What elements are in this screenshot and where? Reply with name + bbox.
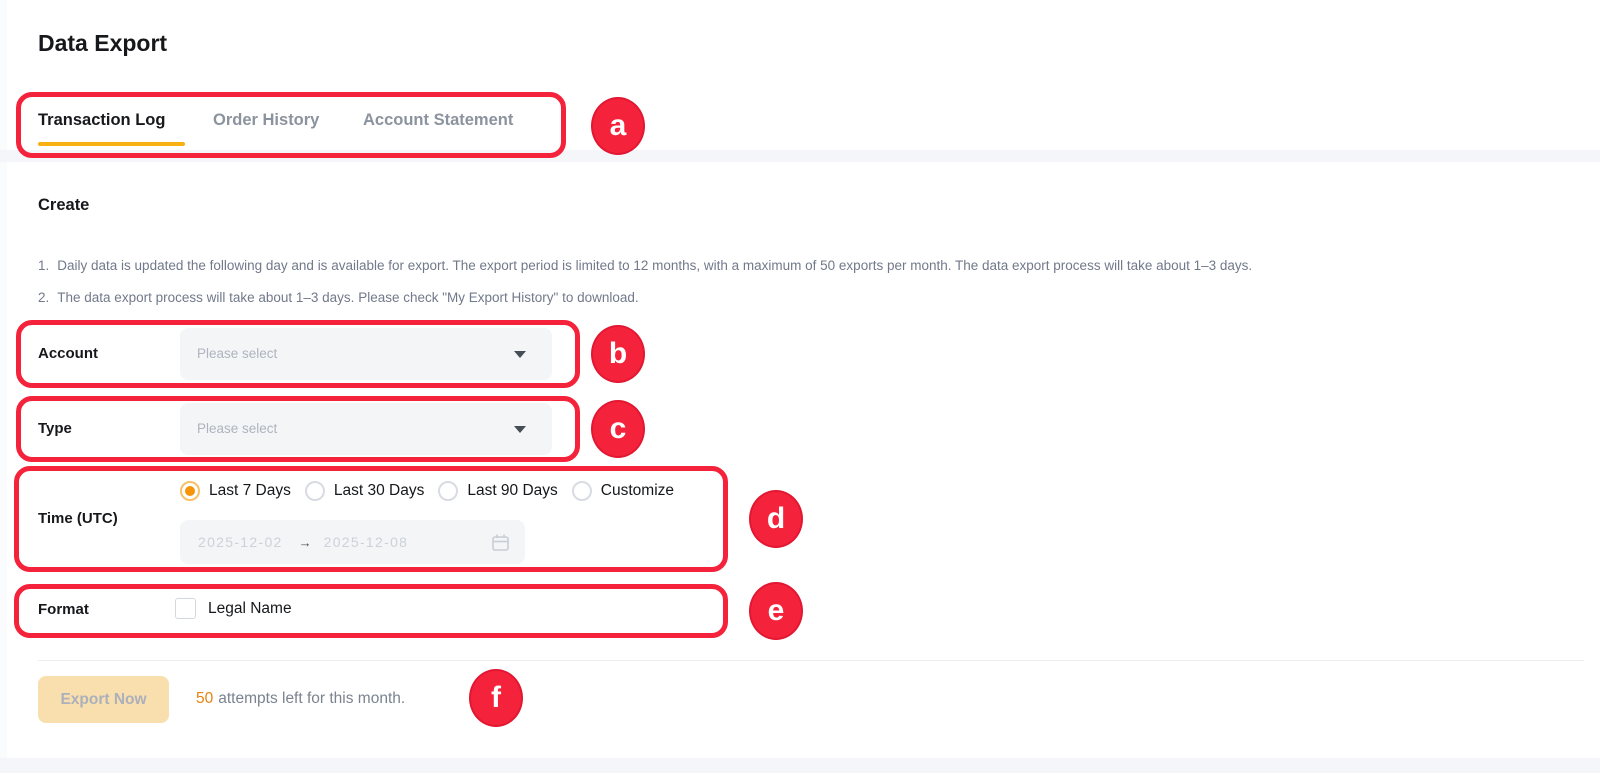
arrow-right-icon: → — [298, 534, 312, 550]
tab-order-history[interactable]: Order History — [213, 111, 320, 129]
annotation-badge-e: e — [749, 582, 803, 640]
date-end-value: 2025-12-08 — [323, 534, 409, 550]
account-select[interactable] — [180, 328, 552, 380]
time-radio-group — [180, 481, 674, 501]
footer-divider — [38, 660, 1584, 661]
radio-icon — [438, 481, 458, 501]
attempts-count: 50 — [196, 690, 214, 707]
tab-account-statement[interactable]: Account Statement — [363, 111, 514, 129]
annotation-box-e — [14, 584, 728, 638]
note-1-number: 1. — [38, 258, 50, 273]
note-1 — [38, 258, 1252, 273]
radio-label: Last 90 Days — [467, 482, 558, 499]
annotation-badge-a: a — [591, 97, 645, 155]
radio-last-30-days[interactable] — [305, 481, 424, 501]
checkbox-icon[interactable] — [175, 598, 196, 619]
date-range-input[interactable] — [180, 520, 525, 564]
account-label: Account — [38, 345, 98, 362]
radio-label: Customize — [600, 482, 675, 499]
export-now-button[interactable]: Export Now — [38, 676, 169, 723]
date-start-value: 2025-12-02 — [198, 534, 283, 550]
annotation-badge-c: c — [591, 400, 645, 458]
radio-label: Last 7 Days — [209, 482, 291, 499]
active-tab-indicator — [38, 142, 185, 146]
type-label: Type — [38, 420, 72, 437]
type-select[interactable] — [180, 403, 552, 455]
note-1-text: Daily data is updated the following day and is available for export. The export period is limited to 12 months, with a maximum of 50 exports per month. The data export process will take about 1–3 days. — [57, 258, 1253, 273]
checkbox-label: Legal Name — [208, 599, 292, 617]
chevron-down-icon — [514, 426, 526, 433]
radio-selected-icon — [180, 481, 200, 501]
create-heading: Create — [38, 196, 90, 214]
radio-label: Last 30 Days — [333, 482, 425, 499]
chevron-down-icon — [514, 351, 526, 358]
tab-bar-divider — [0, 150, 1600, 162]
radio-last-90-days[interactable] — [438, 481, 557, 501]
radio-last-7-days[interactable] — [180, 481, 291, 501]
radio-customize[interactable] — [572, 481, 674, 501]
note-2-number: 2. — [38, 290, 50, 305]
attempts-label: attempts left for this month. — [218, 690, 406, 707]
radio-icon — [572, 481, 592, 501]
format-label: Format — [38, 601, 89, 618]
page-bottom-band — [0, 758, 1600, 773]
account-placeholder: Please select — [197, 346, 278, 361]
annotation-badge-f: f — [469, 669, 523, 727]
note-2-text: The data export process will take about 1–3 days. Please check "My Export History" to download. — [57, 290, 639, 305]
page-title: Data Export — [38, 30, 168, 56]
time-label: Time (UTC) — [38, 510, 118, 527]
page-edge — [0, 0, 7, 773]
radio-icon — [305, 481, 325, 501]
legal-name-checkbox-row[interactable] — [175, 598, 292, 619]
attempts-left-text — [196, 690, 405, 708]
tab-transaction-log[interactable]: Transaction Log — [38, 111, 166, 129]
annotation-badge-b: b — [591, 325, 645, 383]
calendar-icon[interactable] — [491, 533, 510, 552]
note-2 — [38, 290, 639, 305]
annotation-badge-d: d — [749, 490, 803, 548]
type-placeholder: Please select — [197, 421, 278, 436]
